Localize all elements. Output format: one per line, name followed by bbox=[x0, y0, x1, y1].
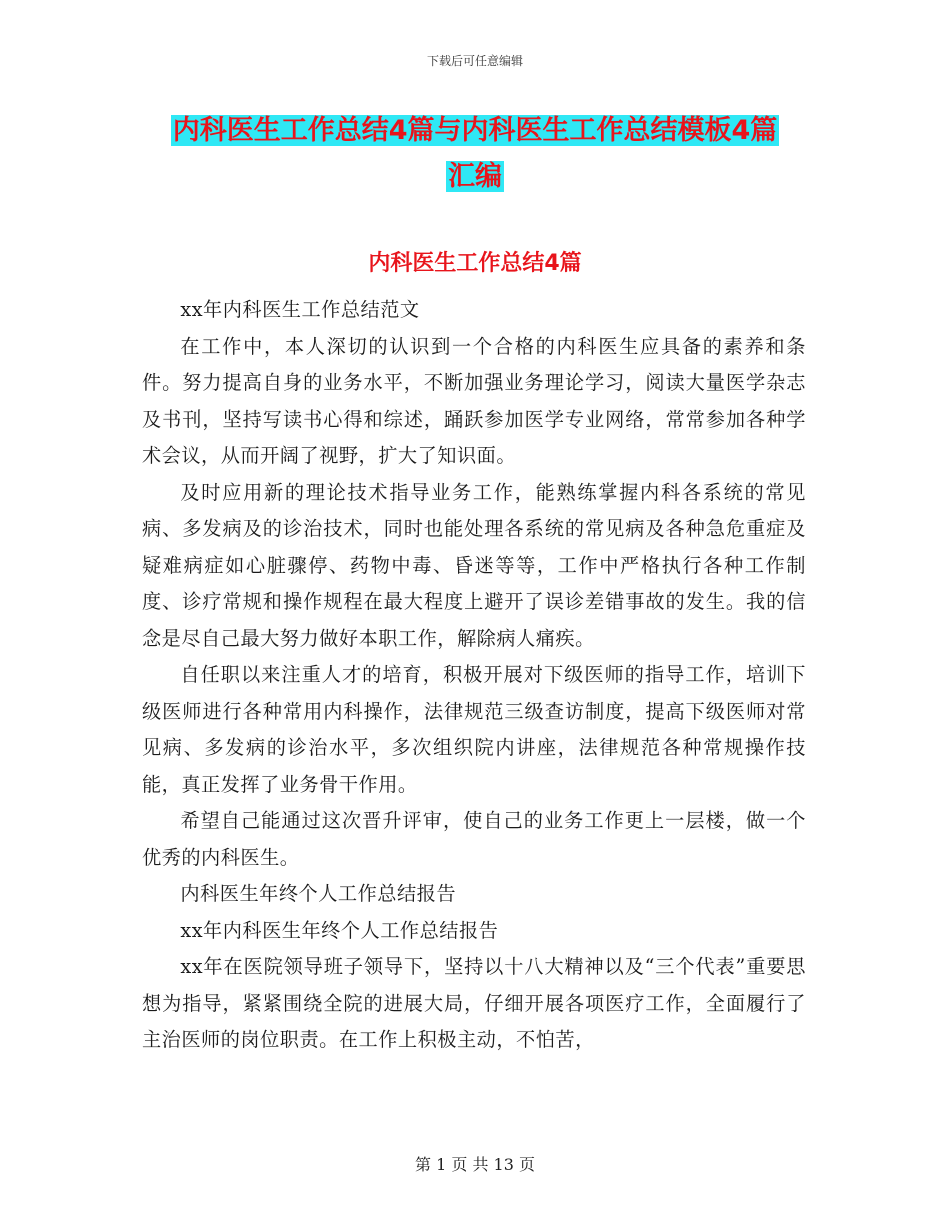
paragraph: 自任职以来注重人才的培育，积极开展对下级医师的指导工作，培训下级医师进行各种常用内科操作，法律规范三级查访制度，提高下级医师对常见病、多发病的诊治水平，多次组织院内讲座，法律规范各种常规操作技能，真正发挥了业务骨干作用。 bbox=[142, 663, 806, 796]
header-note: 下载后可任意编辑 bbox=[426, 54, 523, 68]
page-footer: 第 1 页 共 13 页 bbox=[415, 1155, 535, 1174]
paragraph: 希望自己能通过这次晋升评审，使自己的业务工作更上一层楼，做一个优秀的内科医生。 bbox=[142, 809, 806, 869]
document-body bbox=[142, 292, 806, 1059]
paragraph-article-title: xx年内科医生工作总结范文 bbox=[180, 298, 420, 321]
section-title: 内科医生工作总结4篇 bbox=[368, 251, 582, 276]
document-title-line-2: 汇编 bbox=[448, 161, 502, 192]
paragraph: xx年在医院领导班子领导下，坚持以十八大精神以及“三个代表”重要思想为指导，紧紧围绕全院的进展大局，仔细开展各项医疗工作，全面履行了主治医师的岗位职责。在工作上积极主动，不怕苦， bbox=[142, 955, 806, 1051]
paragraph: 在工作中，本人深切的认识到一个合格的内科医生应具备的素养和条件。努力提高自身的业务水平，不断加强业务理论学习，阅读大量医学杂志及书刊，坚持写读书心得和综述，踊跃参加医学专业网络，常常参加各种学术会议，从而开阔了视野，扩大了知识面。 bbox=[142, 334, 806, 467]
paragraph: 及时应用新的理论技术指导业务工作，能熟练掌握内科各系统的常见病、多发病及的诊治技术，同时也能处理各系统的常见病及各种急危重症及疑难病症如心脏骤停、药物中毒、昏迷等等，工作中严格执行各种工作制度、诊疗常规和操作规程在最大程度上避开了误诊差错事故的发生。我的信念是尽自己最大努力做好本职工作，解除病人痛疾。 bbox=[142, 480, 806, 650]
document-title bbox=[140, 108, 810, 200]
paragraph-article-title: xx年内科医生年终个人工作总结报告 bbox=[180, 918, 499, 942]
paragraph-article-title: 内科医生年终个人工作总结报告 bbox=[180, 882, 457, 905]
document-title-line-1: 内科医生工作总结4篇与内科医生工作总结模板4篇 bbox=[172, 115, 778, 146]
